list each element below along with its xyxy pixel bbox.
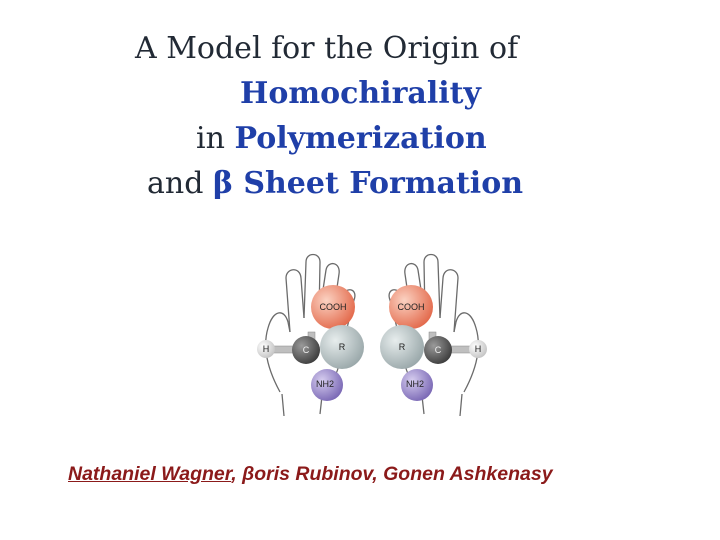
right-nh2-label: NH2 [405,379,425,389]
right-molecule [380,285,487,401]
author-others: , βoris Rubinov, Gonen Ashkenasy [231,463,553,485]
title-line-4 [147,161,720,206]
left-r-label: R [338,342,346,352]
left-c-label: C [302,345,310,355]
author-line [68,463,553,486]
chiral-hands-figure [248,252,496,420]
right-cooh-label: COOH [397,302,425,312]
right-r-label: R [398,342,406,352]
title-line-1: A Model for the Origin of [135,31,519,66]
slide-title [0,26,720,206]
title-line-4-bold: β Sheet Formation [212,166,524,201]
title-line-3-bold: Polymerization [234,121,487,156]
title-line-3 [196,116,720,161]
title-line-4-plain: and [147,166,204,201]
title-line-3-plain: in [196,121,225,156]
left-nh2-label: NH2 [315,379,335,389]
left-molecule [257,285,364,401]
title-line-2: Homochirality [240,76,481,111]
right-c-label: C [434,345,442,355]
right-h-label: H [474,344,482,354]
author-presenter: Nathaniel Wagner [68,463,232,485]
left-h-label: H [262,344,270,354]
left-cooh-label: COOH [319,302,347,312]
